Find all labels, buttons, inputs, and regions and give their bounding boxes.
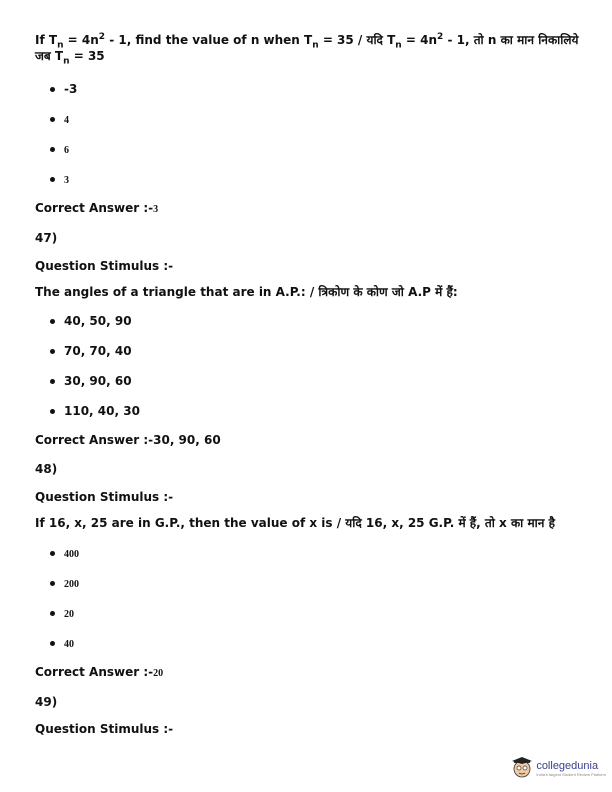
q46-option-2: 4 bbox=[50, 112, 350, 128]
q47-option-4: 110, 40, 30 bbox=[50, 404, 350, 418]
q47-option-2: 70, 70, 40 bbox=[50, 344, 350, 358]
q46-stem-line1: If $T_n = 4n^2 - 1$, find the value of n when $T_n = 35$ / यदि $T_n = 4n^2 - 1$, तो n का मान निकालिये bbox=[35, 32, 579, 51]
bullet-icon bbox=[50, 581, 55, 586]
bullet-icon bbox=[50, 147, 55, 152]
bullet-icon bbox=[50, 641, 55, 646]
q46-option-3: 6 bbox=[50, 142, 350, 158]
q47-correct-answer: Correct Answer :-30, 90, 60 bbox=[35, 433, 221, 447]
q47-option-1: 40, 50, 90 bbox=[50, 314, 350, 328]
bullet-icon bbox=[50, 117, 55, 122]
q47-stimulus-label: Question Stimulus :- bbox=[35, 259, 174, 273]
collegedunia-logo bbox=[511, 756, 606, 780]
bullet-icon bbox=[50, 409, 55, 414]
q46-option-1: -3 bbox=[50, 82, 350, 96]
bullet-icon bbox=[50, 319, 55, 324]
bullet-icon bbox=[50, 379, 55, 384]
q47-number: 47) bbox=[35, 231, 58, 245]
q48-stimulus-label: Question Stimulus :- bbox=[35, 490, 174, 504]
bullet-icon bbox=[50, 611, 55, 616]
q46-stem-line2: जब $T_n = 35$ bbox=[35, 49, 105, 67]
bullet-icon bbox=[50, 87, 55, 92]
q47-option-3: 30, 90, 60 bbox=[50, 374, 350, 388]
q48-correct-answer: Correct Answer :-20 bbox=[35, 665, 164, 679]
q48-option-3: 20 bbox=[50, 606, 350, 622]
q49-number: 49) bbox=[35, 695, 58, 709]
q48-number: 48) bbox=[35, 462, 58, 476]
q48-option-1: 400 bbox=[50, 546, 350, 562]
q47-stem: The angles of a triangle that are in A.P.: / त्रिकोण के कोण जो A.P में हैं: bbox=[35, 285, 458, 299]
q46-correct-answer: Correct Answer :-3 bbox=[35, 201, 159, 215]
logo-name: collegedunia bbox=[536, 759, 599, 772]
q48-option-4: 40 bbox=[50, 636, 350, 652]
q49-stimulus-label: Question Stimulus :- bbox=[35, 722, 174, 736]
q48-option-2: 200 bbox=[50, 576, 350, 592]
q46-option-4: 3 bbox=[50, 172, 350, 188]
bullet-icon bbox=[50, 349, 55, 354]
logo-tagline: India's largest Student Review Platform bbox=[536, 771, 606, 777]
bullet-icon bbox=[50, 551, 55, 556]
q48-stem: If 16, x, 25 are in G.P., then the value of x is / यदि 16, x, 25 G.P. में हैं, तो x का मान है bbox=[35, 516, 555, 530]
bullet-icon bbox=[50, 177, 55, 182]
mascot-icon bbox=[511, 756, 533, 780]
